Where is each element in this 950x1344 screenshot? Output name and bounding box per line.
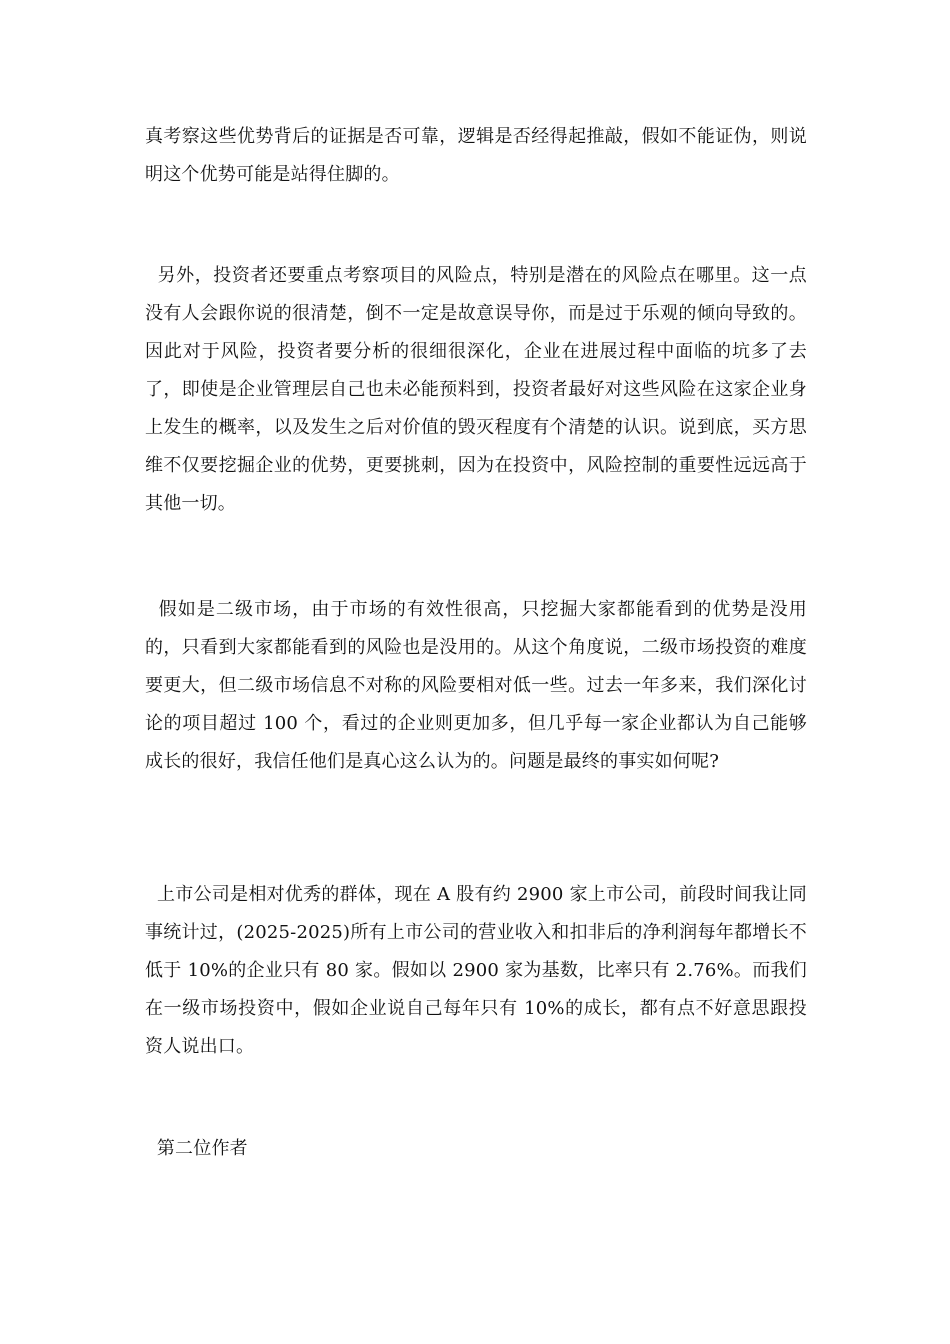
paragraph-listed-companies: 上市公司是相对优秀的群体，现在 A 股有约 2900 家上市公司，前段时间我让同事统计过，(2025-2025)所有上市公司的营业收入和扣非后的净利润每年都增长不低于 10%的企业只有 80 家。假如以 2900 家为基数，比率只有 2.76%。而我们在一级市场投资中，假如企业说自己每年只有 10%的成长，都有点不好意思跟投资人说出口。 [145, 884, 807, 1057]
paragraph-second-author: 第二位作者 [145, 1138, 248, 1159]
paragraph-secondary-market: 假如是二级市场，由于市场的有效性很高，只挖掘大家都能看到的优势是没用的，只看到大家都能看到的风险也是没用的。从这个角度说，二级市场投资的难度要更大，但二级市场信息不对称的风险要相对低一些。过去一年多来，我们深化讨论的项目超过 100 个，看过的企业则更加多，但几乎每一家企业都认为自己能够成长的很好，我信任他们是真心这么认为的。问题是最终的事实如何呢? [145, 599, 808, 772]
paragraph-evidence-check: 真考察这些优势背后的证据是否可靠，逻辑是否经得起推敲，假如不能证伪，则说明这个优势可能是站得住脚的。 [145, 126, 807, 185]
paragraph-risk-points: 另外，投资者还要重点考察项目的风险点，特别是潜在的风险点在哪里。这一点没有人会跟你说的很清楚，倒不一定是故意误导你，而是过于乐观的倾向导致的。因此对于风险，投资者要分析的很细很深化，企业在进展过程中面临的坑多了去了，即使是企业管理层自己也未必能预料到，投资者最好对这些风险在这家企业身上发生的概率，以及发生之后对价值的毁灭程度有个清楚的认识。说到底，买方思维不仅要挖掘企业的优势，更要挑刺，因为在投资中，风险控制的重要性远远高于其他一切。 [145, 265, 807, 514]
